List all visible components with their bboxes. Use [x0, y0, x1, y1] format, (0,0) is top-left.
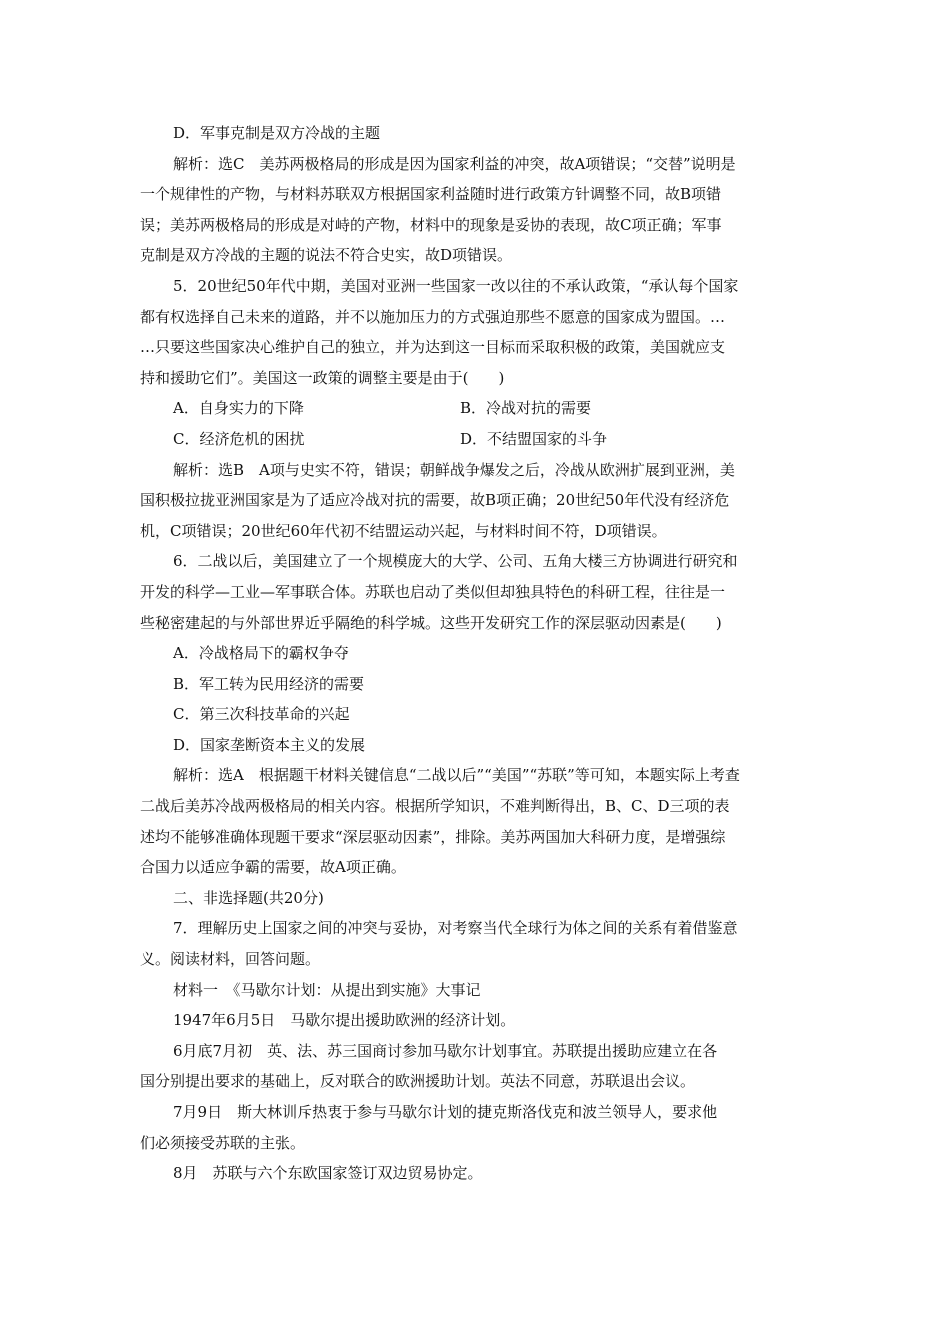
q6-stem-line: 6．二战以后，美国建立了一个规模庞大的大学、公司、五角大楼三方协调进行研究和 [173, 552, 738, 571]
q5-analysis-line: 国积极拉拢亚洲国家是为了适应冷战对抗的需要，故B项正确；20世纪50年代没有经济危 [140, 491, 730, 510]
material-1-title: 材料一 《马歇尔计划：从提出到实施》大事记 [173, 980, 481, 999]
material-1-event: 1947年6月5日 马歇尔提出援助欧洲的经济计划。 [173, 1011, 516, 1030]
material-1-event: 们必须接受苏联的主张。 [140, 1133, 306, 1152]
document-body [140, 118, 810, 1189]
q5-stem-line: 5．20世纪50年代中期，美国对亚洲一些国家一改以往的不承认政策，“承认每个国家 [173, 276, 739, 295]
q5-option-d: D．不结盟国家的斗争 [460, 429, 608, 448]
section-heading: 二、非选择题(共20分) [173, 888, 324, 907]
q5-option-c: C．经济危机的困扰 [173, 429, 305, 448]
material-1-event: 国分别提出要求的基础上，反对联合的欧洲援助计划。英法不同意，苏联退出会议。 [140, 1072, 696, 1091]
q6-analysis-line: 解析：选A 根据题干材料关键信息“二战以后”“美国”“苏联”等可知，本题实际上考查 [173, 766, 740, 785]
q4-analysis-line: 一个规律性的产物，与材料苏联双方根据国家利益随时进行政策方针调整不同，故B项错 [140, 185, 722, 204]
material-1-event: 6月底7月初 英、法、苏三国商讨参加马歇尔计划事宜。苏联提出援助应建立在各 [173, 1041, 718, 1060]
q6-analysis-line: 二战后美苏冷战两极格局的相关内容。根据所学知识，不难判断得出，B、C、D三项的表 [140, 797, 730, 816]
q6-stem-line: 开发的科学—工业—军事联合体。苏联也启动了类似但却独具特色的科研工程，往往是一 [140, 582, 726, 601]
q4-analysis-line: 误；美苏两极格局的形成是对峙的产物，材料中的现象是妥协的表现，故C项正确；军事 [140, 215, 722, 234]
q6-analysis-line: 述均不能够准确体现题干要求“深层驱动因素”，排除。美苏两国加大科研力度，是增强综 [140, 827, 726, 846]
q5-option-a: A．自身实力的下降 [173, 399, 304, 418]
q6-option-b: B．军工转为民用经济的需要 [173, 674, 365, 693]
q5-stem-line: 持和援助它们”。美国这一政策的调整主要是由于( ) [140, 368, 505, 387]
q5-options-row-2 [140, 424, 810, 455]
q5-analysis-line: 机，C项错误；20世纪60年代初不结盟运动兴起，与材料时间不符，D项错误。 [140, 521, 667, 540]
q6-stem-line: 些秘密建起的与外部世界近乎隔绝的科学城。这些开发研究工作的深层驱动因素是( ) [140, 613, 722, 632]
q6-option-d: D．国家垄断资本主义的发展 [173, 735, 366, 754]
q4-analysis-line: 解析：选C 美苏两极格局的形成是因为国家利益的冲突，故A项错误；“交替”说明是 [173, 154, 736, 173]
q7-stem-line: 7．理解历史上国家之间的冲突与妥协，对考察当代全球行为体之间的关系有着借鉴意 [173, 919, 738, 938]
q6-option-a: A．冷战格局下的霸权争夺 [173, 644, 349, 663]
q5-options-row-1 [140, 393, 810, 424]
q5-stem-line: …只要这些国家决心维护自己的独立，并为达到这一目标而采取积极的政策，美国就应支 [140, 338, 726, 357]
q5-stem-line: 都有权选择自己未来的道路，并不以施加压力的方式强迫那些不愿意的国家成为盟国。… [140, 307, 726, 326]
q7-stem-line: 义。阅读材料，回答问题。 [140, 950, 321, 969]
material-1-event: 8月 苏联与六个东欧国家签订双边贸易协定。 [173, 1164, 483, 1183]
q6-option-c: C．第三次科技革命的兴起 [173, 705, 350, 724]
material-1-event: 7月9日 斯大林训斥热衷于参与马歇尔计划的捷克斯洛伐克和波兰领导人，要求他 [173, 1103, 718, 1121]
q6-analysis-line: 合国力以适应争霸的需要，故A项正确。 [140, 858, 406, 877]
q5-option-b: B．冷战对抗的需要 [460, 399, 592, 418]
q4-analysis-line: 克制是双方冷战的主题的说法不符合史实，故D项错误。 [140, 246, 513, 265]
q4-option-d: D．军事克制是双方冷战的主题 [173, 124, 381, 142]
q5-analysis-line: 解析：选B A项与史实不符，错误；朝鲜战争爆发之后，冷战从欧洲扩展到亚洲，美 [173, 460, 735, 479]
